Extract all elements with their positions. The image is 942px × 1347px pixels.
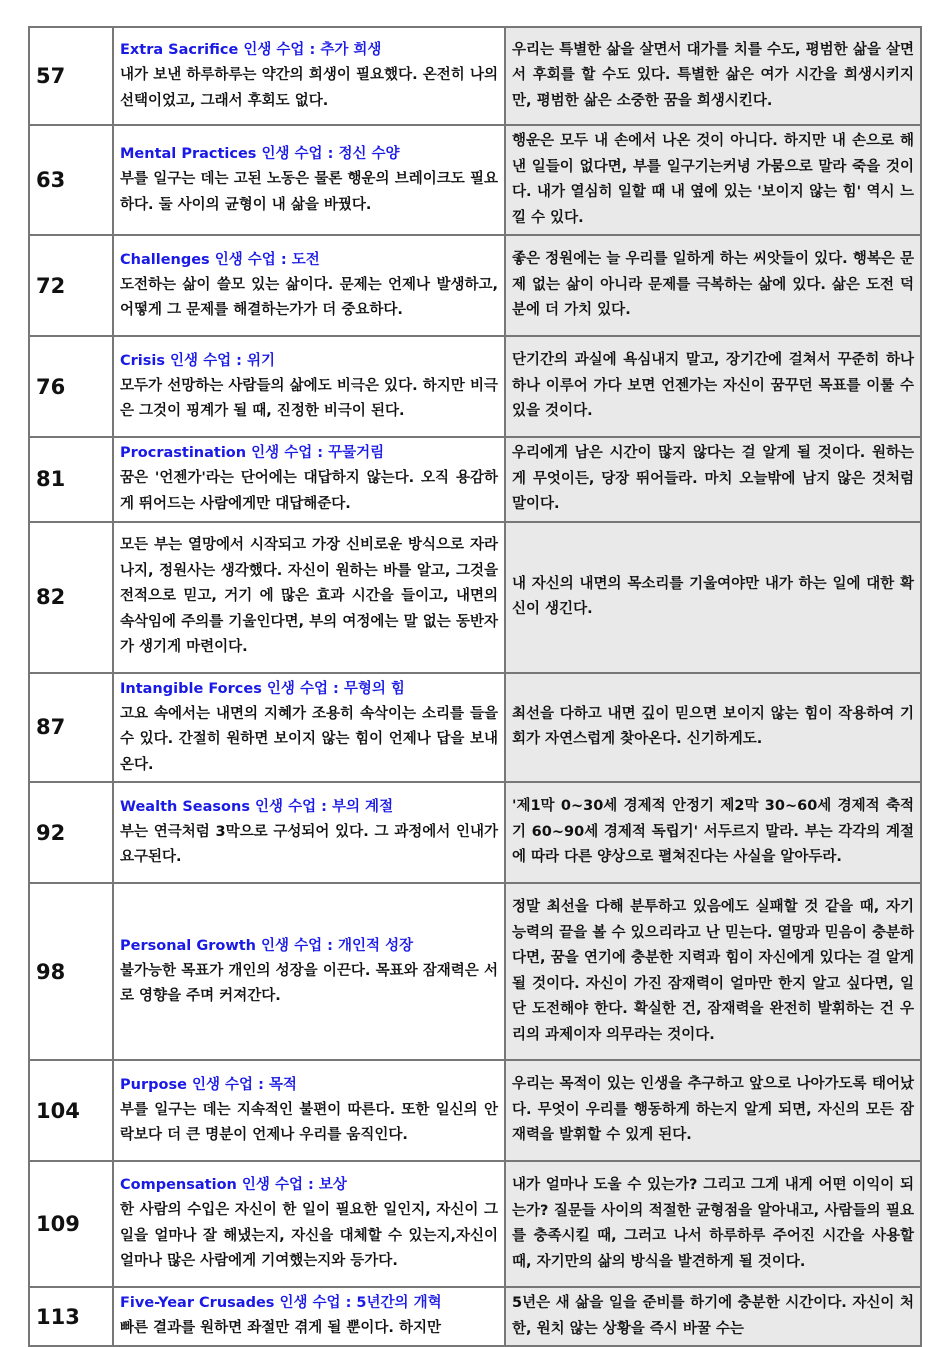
- lesson-title: Crisis 인생 수업 : 위기: [120, 352, 276, 369]
- note-cell: [505, 522, 921, 673]
- lesson-body: 모든 부는 열망에서 시작되고 가장 신비로운 방식으로 자라나지, 정원사는 생각했다. 자신이 원하는 바를 알고, 그것을 전적으로 믿고, 거기 에 많은 효과 시간을 들이고, 내면의 속삭임에 주의를 기울인다면, 부의 여정에는 말 없는 동반자가 생기게 마련이다.: [120, 537, 498, 656]
- lesson-body: 내가 보낸 하루하루는 약간의 희생이 필요했다. 온전히 나의 선택이었고, 그래서 후회도 없다.: [120, 67, 498, 109]
- lesson-title: Mental Practices 인생 수업 : 정신 수양: [120, 146, 400, 162]
- note-text: '제1막 0~30세 경제적 안정기 제2막 30~60세 경제적 축적기 60~90세 경제적 독립기' 서두르지 말라. 부는 각각의 계절에 따라 다른 양상으로 펼쳐진다는 사실을 알아두라.: [512, 798, 914, 866]
- lesson-body: 고요 속에서는 내면의 지혜가 조용히 속삭이는 소리를 들을 수 있다. 간절히 원하면 보이지 않는 힘이 언제나 답을 보내온다.: [120, 705, 498, 773]
- page-number: 87: [29, 673, 113, 783]
- table-row: [29, 1287, 921, 1346]
- note-text: 행운은 모두 내 손에서 나온 것이 아니다. 하지만 내 손으로 해낸 일들이 없다면, 부를 일구기는커녕 가뭄으로 말라 죽을 것이다. 내가 열심히 일할 때 내 옆에 있는 '보이지 않는 힘' 역시 느낄 수 있다.: [512, 133, 914, 226]
- page-number: 92: [29, 782, 113, 883]
- lesson-title: Procrastination 인생 수업 : 꾸물거림: [120, 445, 385, 462]
- lesson-cell: [113, 522, 505, 673]
- lesson-title: Challenges 인생 수업 : 도전: [120, 251, 320, 268]
- lesson-title: Five-Year Crusades 인생 수업 : 5년간의 개혁: [120, 1295, 442, 1312]
- note-text: 우리는 목적이 있는 인생을 추구하고 앞으로 나아가도록 태어났다. 무엇이 우리를 행동하게 하는지 알게 되면, 자신의 모든 잠재력을 발휘할 수 있게 된다.: [512, 1076, 914, 1144]
- page-number: 57: [29, 27, 113, 125]
- table-row: [29, 782, 921, 883]
- lesson-body: 빠른 결과를 원하면 좌절만 겪게 될 뿐이다. 하지만: [120, 1320, 441, 1337]
- lesson-cell: [113, 1287, 505, 1346]
- note-text: 내 자신의 내면의 목소리를 기울여야만 내가 하는 일에 대한 확신이 생긴다.: [512, 575, 914, 617]
- note-text: 우리에게 남은 시간이 많지 않다는 걸 알게 될 것이다. 원하는 게 무엇이든, 당장 뛰어들라. 마치 오늘밖에 남지 않은 것처럼 말이다.: [512, 445, 914, 512]
- lesson-body: 부를 일구는 데는 고된 노동은 물론 행운의 브레이크도 필요하다. 둘 사이의 균형이 내 삶을 바꿨다.: [120, 171, 498, 213]
- lesson-body: 불가능한 목표가 개인의 성장을 이끈다. 목표와 잠재력은 서로 영향을 주며 커져간다.: [120, 962, 498, 1004]
- lesson-title: Wealth Seasons 인생 수업 : 부의 계절: [120, 798, 394, 815]
- note-text: 단기간의 과실에 욕심내지 말고, 장기간에 걸쳐서 꾸준히 하나하나 이루어 가다 보면 언젠가는 자신이 꿈꾸던 목표를 이룰 수 있을 것이다.: [512, 352, 914, 420]
- lesson-title: Personal Growth 인생 수업 : 개인적 성장: [120, 937, 414, 954]
- note-cell: [505, 1161, 921, 1287]
- note-cell: [505, 235, 921, 336]
- note-cell: [505, 27, 921, 125]
- lesson-cell: [113, 336, 505, 437]
- table-row: [29, 522, 921, 673]
- page-number: 81: [29, 437, 113, 522]
- note-cell: [505, 336, 921, 437]
- table-row: [29, 125, 921, 235]
- note-cell: [505, 125, 921, 235]
- note-text: 최선을 다하고 내면 깊이 믿으면 보이지 않는 힘이 작용하여 기회가 자연스럽게 찾아온다. 신기하게도.: [512, 705, 914, 748]
- table-row: [29, 235, 921, 336]
- page-number: 109: [29, 1161, 113, 1287]
- page-number: 104: [29, 1060, 113, 1161]
- lesson-cell: [113, 1060, 505, 1161]
- lesson-title: Intangible Forces 인생 수업 : 무형의 힘: [120, 680, 405, 697]
- note-text: 5년은 새 삶을 일을 준비를 하기에 충분한 시간이다. 자신이 처한, 원치 않는 상황을 즉시 바꿀 수는: [512, 1295, 914, 1337]
- note-cell: [505, 673, 921, 783]
- note-text: 좋은 정원에는 늘 우리를 일하게 하는 씨앗들이 있다. 행복은 문제 없는 삶이 아니라 문제를 극복하는 삶에 있다. 삶은 도전 덕분에 더 가치 있다.: [512, 251, 914, 319]
- lessons-table: [28, 26, 922, 1347]
- note-text: 우리는 특별한 삶을 살면서 대가를 치를 수도, 평범한 삶을 살면서 후회를 할 수도 있다. 특별한 삶은 여가 시간을 희생시키지만, 평범한 삶은 소중한 꿈을 희생시킨다.: [512, 41, 914, 109]
- note-cell: [505, 782, 921, 883]
- page-number: 98: [29, 883, 113, 1060]
- table-row: [29, 336, 921, 437]
- lesson-cell: [113, 782, 505, 883]
- table-row: [29, 27, 921, 125]
- lesson-body: 모두가 선망하는 사람들의 삶에도 비극은 있다. 하지만 비극은 그것이 핑계가 될 때, 진정한 비극이 된다.: [120, 377, 498, 419]
- lesson-cell: [113, 673, 505, 783]
- page-number: 63: [29, 125, 113, 235]
- table-row: [29, 1161, 921, 1287]
- note-cell: [505, 1060, 921, 1161]
- note-cell: [505, 883, 921, 1060]
- table-row: [29, 437, 921, 522]
- table-row: [29, 1060, 921, 1161]
- note-cell: [505, 437, 921, 522]
- lesson-cell: [113, 125, 505, 235]
- lesson-title: Extra Sacrifice 인생 수업 : 추가 희생: [120, 42, 382, 58]
- lessons-page: [28, 26, 922, 1347]
- page-number: 76: [29, 336, 113, 437]
- lesson-body: 부는 연극처럼 3막으로 구성되어 있다. 그 과정에서 인내가 요구된다.: [120, 823, 498, 865]
- lesson-body: 꿈은 '언젠가'라는 단어에는 대답하지 않는다. 오직 용감하게 뛰어드는 사람에게만 대답해준다.: [120, 470, 498, 512]
- page-number: 82: [29, 522, 113, 673]
- lesson-cell: [113, 883, 505, 1060]
- lesson-body: 한 사람의 수입은 자신이 한 일이 필요한 일인지, 자신이 그 일을 얼마나 잘 해냈는지, 자신을 대체할 수 있는지,자신이 얼마나 많은 사람에게 기여했는지와 등가다.: [120, 1202, 498, 1270]
- lesson-cell: [113, 235, 505, 336]
- note-cell: [505, 1287, 921, 1346]
- table-row: [29, 673, 921, 783]
- page-number: 113: [29, 1287, 113, 1346]
- lesson-cell: [113, 27, 505, 125]
- table-row: [29, 883, 921, 1060]
- lesson-cell: [113, 1161, 505, 1287]
- lesson-title: Compensation 인생 수업 : 보상: [120, 1177, 347, 1194]
- note-text: 내가 얼마나 도울 수 있는가? 그리고 그게 내게 어떤 이익이 되는가? 질문들 사이의 적절한 균형점을 알아내고, 사람들의 필요를 충족시킬 때, 그러고 나서 하루하루 주어진 시간을 사용할 때, 자기만의 삶의 방식을 발견하게 될 것이다.: [512, 1177, 914, 1270]
- lesson-cell: [113, 437, 505, 522]
- lesson-title: Purpose 인생 수업 : 목적: [120, 1076, 297, 1093]
- lesson-body: 부를 일구는 데는 지속적인 불편이 따른다. 또한 일신의 안락보다 더 큰 명분이 언제나 우리를 움직인다.: [120, 1101, 498, 1143]
- page-number: 72: [29, 235, 113, 336]
- note-text: 정말 최선을 다해 분투하고 있음에도 실패할 것 같을 때, 자기 능력의 끝을 볼 수 있으리라고 난 믿는다. 열망과 믿음이 충분하다면, 꿈을 연기에 충분한 지력과 힘이 자신에게 있다는 걸 알게 될 것이다. 자신이 가진 잠재력이 얼마만 한지 알고 싶다면, 일단 도전해야 한다. 확실한 건, 잠재력을 완전히 발휘하는 건 우리의 과제이자 의무라는 것이다.: [512, 899, 914, 1043]
- lesson-body: 도전하는 삶이 쓸모 있는 삶이다. 문제는 언제나 발생하고, 어떻게 그 문제를 해결하는가가 더 중요하다.: [120, 276, 498, 318]
